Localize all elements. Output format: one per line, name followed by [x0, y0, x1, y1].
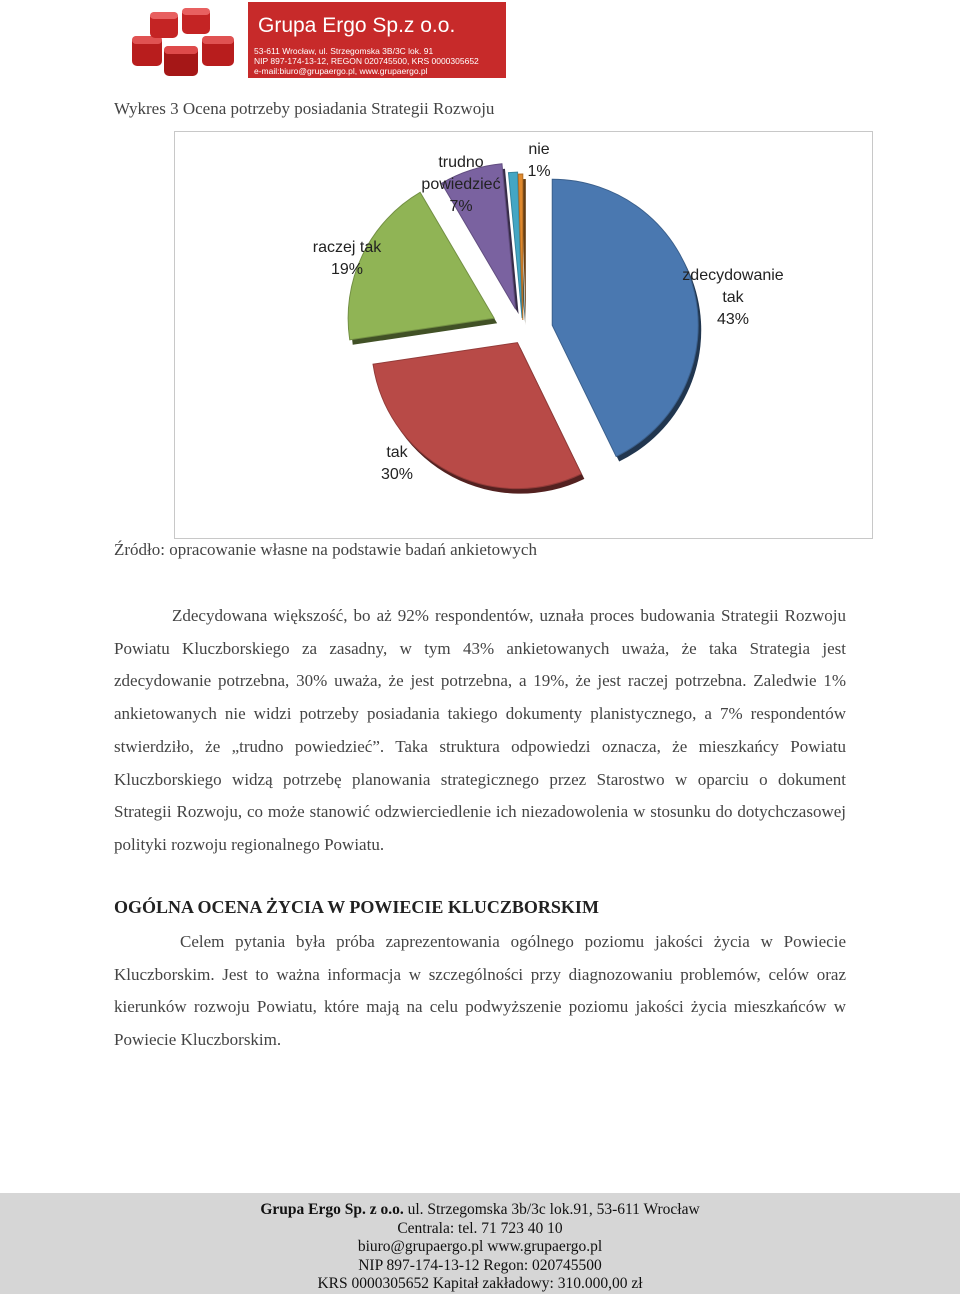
- logo-company-name: Grupa Ergo Sp.z o.o.: [258, 14, 456, 37]
- footer-krs: KRS 0000305652 Kapitał zakładowy: 310.000,00 zł: [317, 1275, 643, 1292]
- pie-chart-svg: [175, 132, 872, 538]
- red-cubes-icon: [120, 2, 245, 78]
- footer-web: biuro@grupaergo.pl www.grupaergo.pl: [357, 1238, 603, 1255]
- pie-label-2: raczej tak 19%: [312, 239, 382, 278]
- logo-address: 53-611 Wrocław, ul. Strzegomska 3B/3C lok. 91: [254, 46, 434, 56]
- figure-title: Wykres 3 Ocena potrzeby posiadania Strategii Rozwoju: [114, 99, 495, 118]
- section-heading: OGÓLNA OCENA ŻYCIA W POWIECIE KLUCZBORSKIM: [114, 897, 599, 917]
- footer-line-1: [0, 1201, 960, 1220]
- pie-label-4: nie 1%: [527, 141, 551, 180]
- figure-source: Źródło: opracowanie własne na podstawie badań ankietowych: [114, 540, 537, 559]
- logo-panel: [248, 2, 506, 78]
- company-logo: [120, 0, 520, 80]
- logo-registration: NIP 897-174-13-12, REGON 020745500, KRS 0000305652: [254, 56, 479, 66]
- footer-company: Grupa Ergo Sp. z o.o.: [260, 1201, 404, 1218]
- paragraph-1: Zdecydowana większość, bo aż 92% respondentów, uznała proces budowania Strategii Rozwoju Powiatu Kluczborskiego za zasadny, w tym 43% ankietowanych uważa, że taka Strategia jest zdecydowanie potrzebna, 30% uważa, że jest potrzebna, a 19%, że jest raczej potrzebna. Zaledwie 1% ankietowanych nie widzi potrzeby posiadania takiego dokumenty planistycznego, a 7% respondentów stwierdziło, że „trudno powiedzieć”. Taka struktura odpowiedzi oznacza, że mieszkańcy Powiatu Kluczborskiego widzą potrzebę planowania strategicznego przez Starostwo w oparciu o dokument Strategii Rozwoju, co może stanowić odzwierciedlenie ich niezadowolenia w stosunku do dotychczasowej polityki rozwoju regionalnego Powiatu.: [114, 606, 846, 854]
- footer-phone: Centrala: tel. 71 723 40 10: [397, 1219, 563, 1237]
- footer-nip: NIP 897-174-13-12 Regon: 020745500: [358, 1256, 602, 1274]
- logo-contact: e-mail:biuro@grupaergo.pl, www.grupaergo.pl: [254, 66, 428, 76]
- footer-address: ul. Strzegomska 3b/3c lok.91, 53-611 Wrocław: [403, 1201, 700, 1218]
- paragraph-2: Celem pytania była próba zaprezentowania ogólnego poziomu jakości życia w Powiecie Kluczborskim. Jest to ważna informacja w szczególności przy diagnozowaniu problemów, celów oraz kierunków rozwoju Powiatu, które mają na celu podwyższenie poziomu jakości życia mieszkańców w Powiecie Kluczborskim.: [114, 932, 846, 1050]
- pie-label-3: trudno powiedzieć 7%: [421, 154, 501, 215]
- pie-label-0: zdecydowanie tak 43%: [682, 267, 784, 328]
- pie-label-1: tak 30%: [380, 444, 414, 483]
- page-footer: [0, 1193, 960, 1294]
- pie-slice-0: [552, 179, 698, 456]
- pie-chart: [174, 131, 873, 539]
